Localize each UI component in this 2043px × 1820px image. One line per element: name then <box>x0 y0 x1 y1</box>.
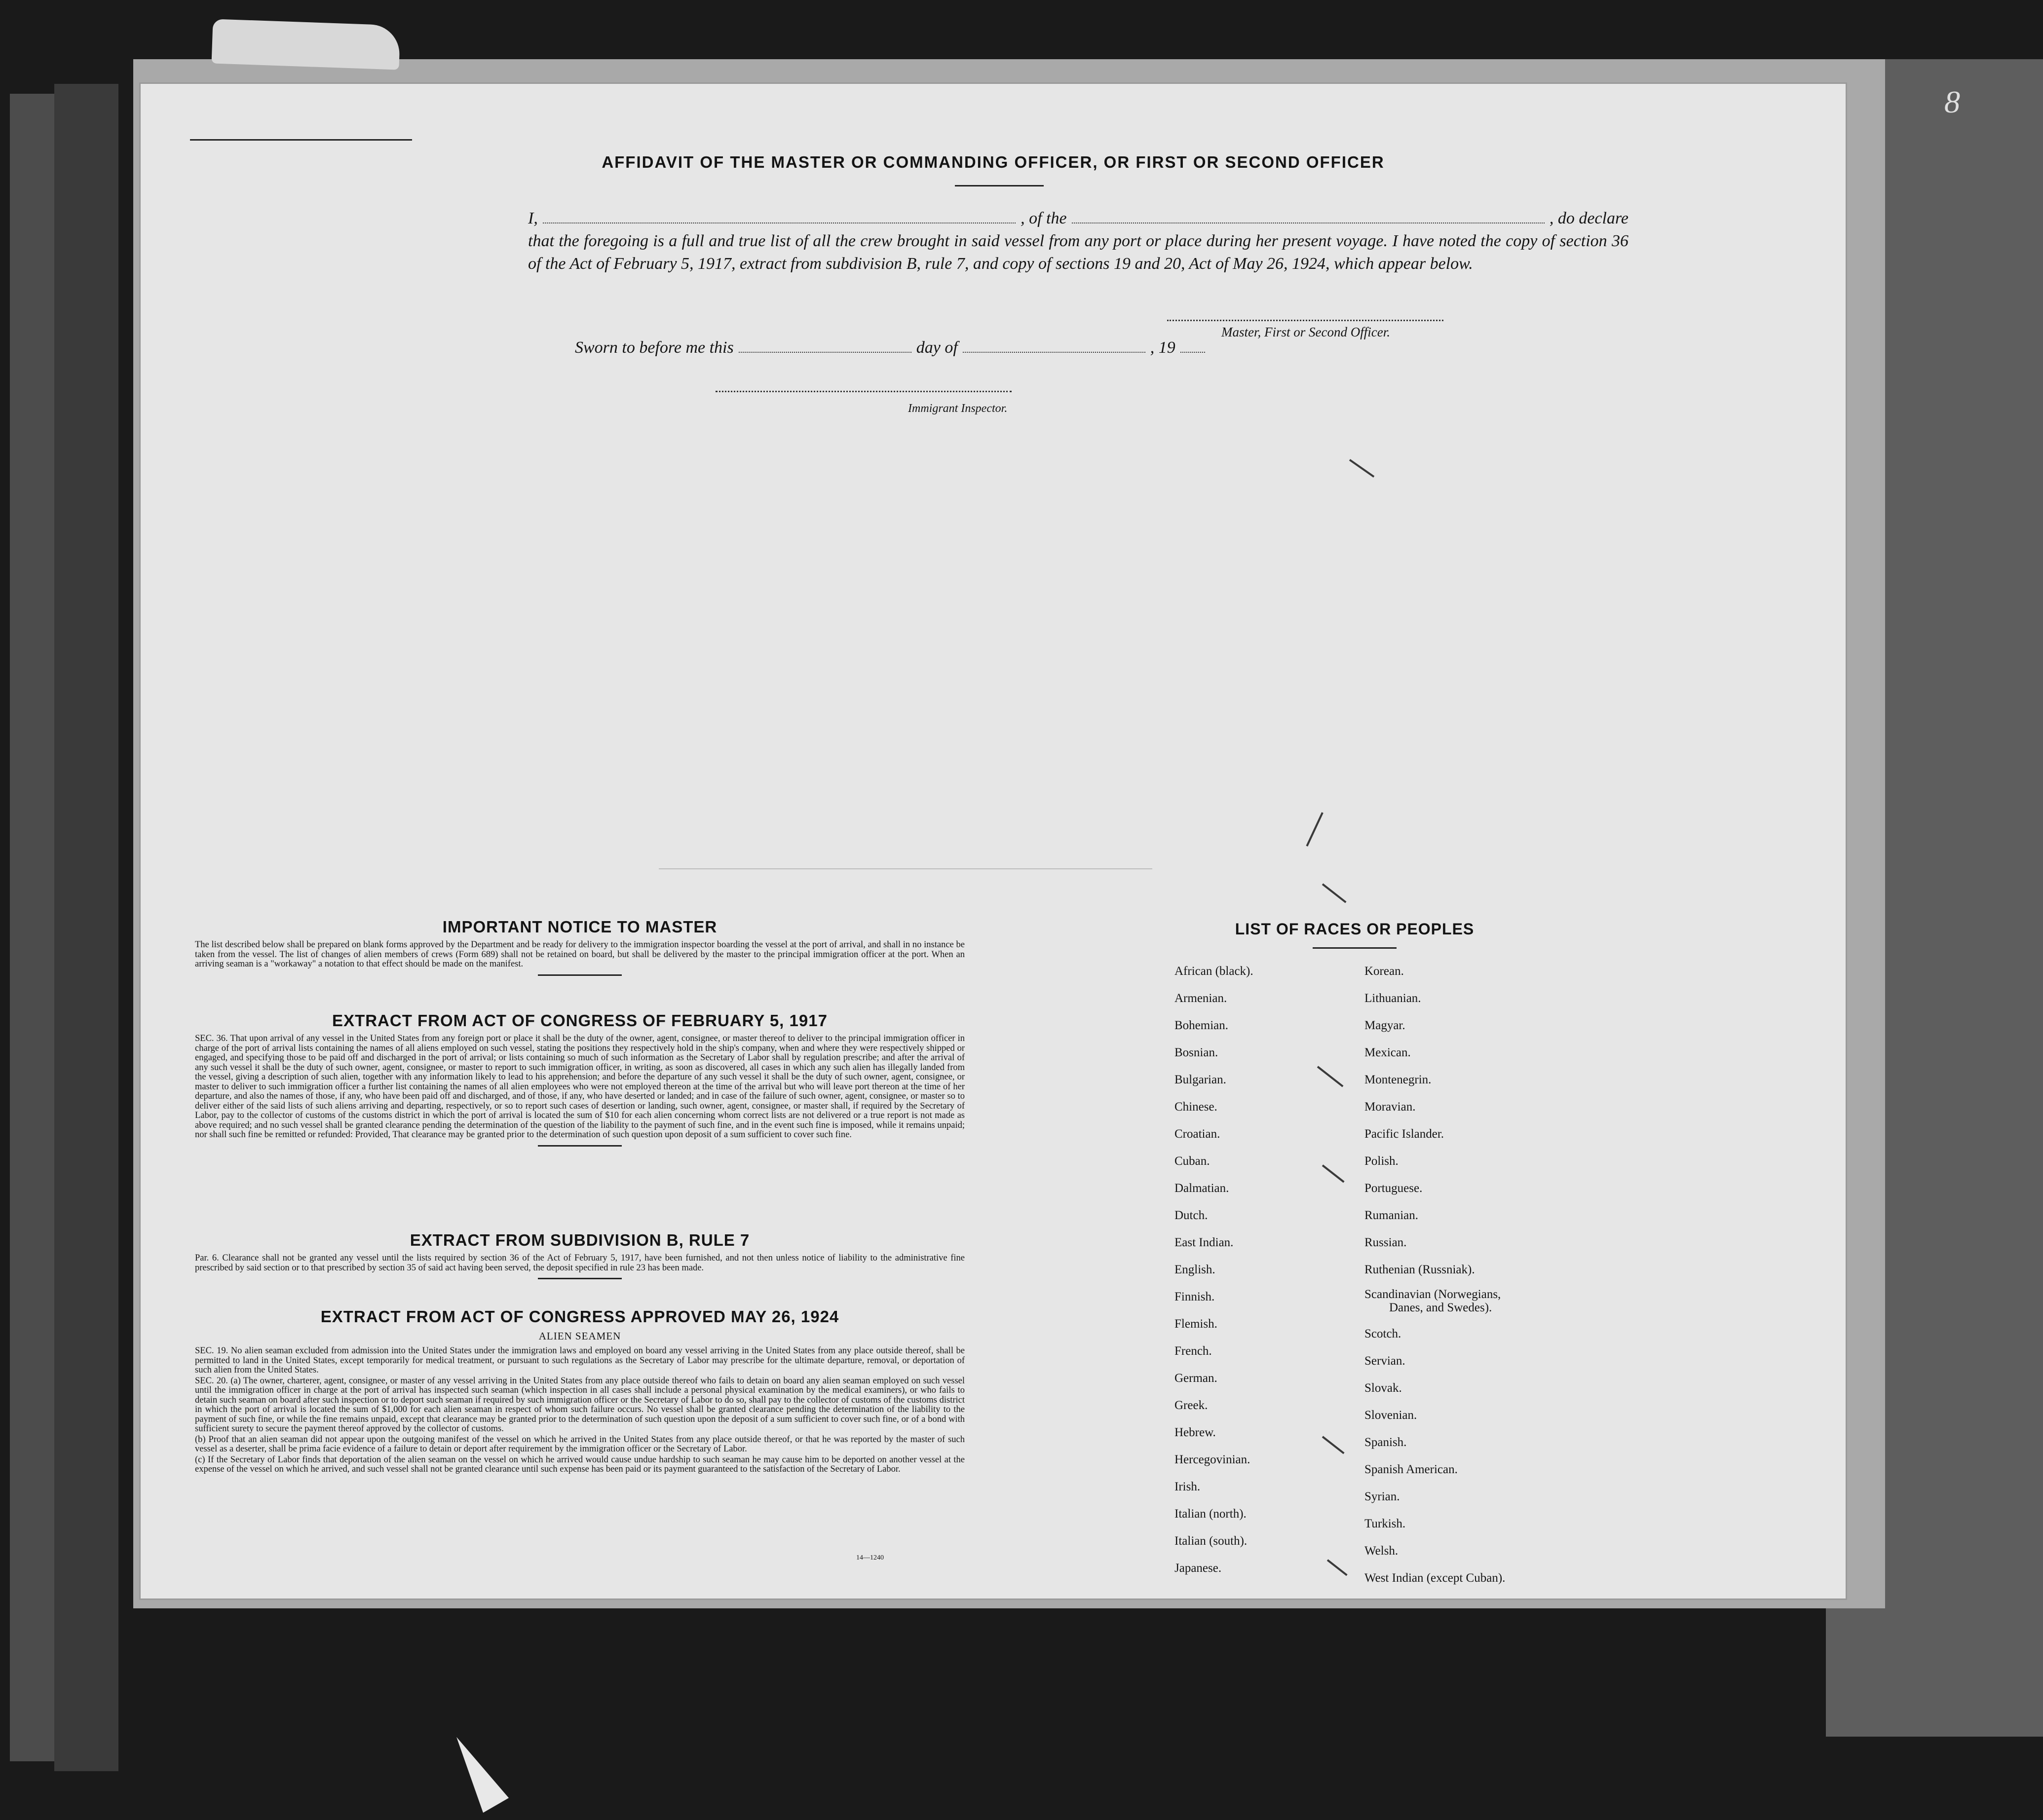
signature-caption: Master, First or Second Officer. <box>1221 325 1390 339</box>
extract-1924-sec19: SEC. 19. No alien seaman excluded from admission into the United States under the immigration laws and employed on board any vessel arriving in the United States from any place outside thereof, shall be permitted to land in the United States, except temporarily for medical treatment, or pursuant to such regulations as the Secretary of Labor may prescribe for the ultimate departure, removal, or deportation of such alien from the United States. <box>195 1346 965 1375</box>
race-right-item: Turkish. <box>1364 1517 1406 1530</box>
extract-1917-title: EXTRACT FROM ACT OF CONGRESS OF FEBRUARY 5, 1917 <box>332 1011 828 1030</box>
year-blank <box>1180 352 1205 353</box>
affidavit-text: that the foregoing is a full and true list of all the crew brought in said vessel from any port or place during her present voyage. I have noted the copy of section 36 of the Act of February 5, 1917, extract from subdivision B, rule 7, and copy of sections 19 and 20, Act of May 26, 1924, which appear below. <box>528 232 1628 273</box>
scan-background-strip <box>54 84 118 1771</box>
race-left-item: German. <box>1174 1372 1217 1385</box>
form-number: 14—1240 <box>856 1554 884 1561</box>
notice-body: The list described below shall be prepared on blank forms approved by the Department and be ready for delivery to the immigration inspector boarding the vessel at the port of arrival, and shall in no instance be taken from the vessel. The list of changes of alien members of crews (Form 689) shall not be retained on board, but shall be delivered by the master to the principal immigration officer at the port. When an arriving seaman is a "workaway" a notation to that effect should be made on the manifest. <box>195 940 965 969</box>
day-of-label: day of <box>916 338 958 357</box>
race-right-item: Rumanian. <box>1364 1209 1419 1222</box>
race-left-item: Dutch. <box>1174 1209 1208 1222</box>
torn-paper-edge <box>212 19 401 70</box>
title-rule <box>955 185 1044 186</box>
race-left-item: Cuban. <box>1174 1154 1210 1168</box>
race-right-item: Slovenian. <box>1364 1409 1417 1422</box>
race-left-item: Irish. <box>1174 1480 1201 1493</box>
sworn-prefix: Sworn to before me this <box>575 338 734 357</box>
race-left-item: East Indian. <box>1174 1236 1234 1249</box>
pencil-mark <box>1327 1559 1348 1576</box>
race-right-item: Lithuanian. <box>1364 992 1421 1005</box>
extract-rule7-section <box>195 1231 965 1279</box>
race-right-item-continued: Danes, and Swedes). <box>1389 1301 1492 1314</box>
race-left-item: Hebrew. <box>1174 1426 1216 1439</box>
race-right-item: Magyar. <box>1364 1019 1405 1032</box>
inspector-signature-line <box>716 391 1012 392</box>
race-right-item: Korean. <box>1364 965 1404 978</box>
race-right-item: Servian. <box>1364 1354 1405 1368</box>
of-the-label: , of the <box>1021 209 1067 227</box>
declarant-prefix: I, <box>528 209 538 227</box>
extract-1917-body: SEC. 36. That upon arrival of any vessel in the United States from any foreign port or place it shall be the duty of the owner, agent, consignee, or master thereof to deliver to the principal immigration officer in charge of the port of arrival lists containing the names of all aliens employed on such vessel, stating the positions they respectively hold in the ship's company, when and where they were respectively shipped or engaged, and specifying those to be paid off and discharged in the port of arrival; or lists containing so much of such information as the Secretary of Labor shall by regulation prescribe; and after the arrival of any such vessel it shall be the duty of such owner, agent, consignee, or master to report to such immigration officer, in writing, as soon as discovered, all cases in which any such alien has illegally landed from the vessel, giving a description of such alien, together with any information likely to lead to his apprehension; and before the departure of any such vessel it shall be the duty of such owner, agent, consignee, or master to deliver to such immigration officer a further list containing the names of all alien employees who were not employed thereon at the time of the arrival but who will leave port thereon at the time of her departure, and also the names of those, if any, who have been paid off and discharged, and of those, if any, who have deserted or landed; and in case of the failure of such owner, agent, consignee, or master so to deliver either of the said lists of such aliens arriving and departing, respectively, or so to report such cases of desertion or landing, such owner, agent, consignee, or master shall, if required by the Secretary of Labor, pay to the collector of customs of the customs district in which the port of arrival is located the sum of $10 for each alien concerning whom correct lists are not delivered or a true report is not made as above required; and no such vessel shall be granted clearance pending the determination of the question of the liability to the payment of such fine, and in the event such fine is imposed, while it remains unpaid; nor shall such fine be remitted or refunded: Provided, That clearance may be granted prior to the determination of such question upon deposit of a sum sufficient to cover such fine. <box>195 1034 965 1140</box>
pencil-mark <box>1322 1164 1345 1183</box>
race-left-item: Bohemian. <box>1174 1019 1229 1032</box>
race-right-item: Welsh. <box>1364 1544 1399 1558</box>
race-right-item: Spanish American. <box>1364 1463 1458 1476</box>
races-rule <box>1313 947 1397 949</box>
pencil-mark <box>1322 1436 1345 1454</box>
month-blank <box>963 352 1145 353</box>
race-left-item: Bulgarian. <box>1174 1073 1226 1086</box>
extract-1917-section <box>195 1011 965 1147</box>
race-left-item: Greek. <box>1174 1399 1208 1412</box>
extract-1924-subtitle: ALIEN SEAMEN <box>538 1330 621 1342</box>
race-left-item: Dalmatian. <box>1174 1182 1229 1195</box>
extract-1924-sec20a: SEC. 20. (a) The owner, charterer, agent, consignee, or master of any vessel arriving in the United States from any place outside thereof who fails to detain on board any alien seaman employed on such vessel until the immigration officer in charge at the port of arrival has inspected such seaman (which inspection in all cases shall include a personal physical examination by the medical examiners), or who fails to detain such seaman on board after such inspection or to deport such seaman if required by such immigration officer or the Secretary of Labor to do so, shall pay to the collector of customs of the customs district in which the port of arrival is located the sum of $1,000 for each alien seaman in respect of whom such failure occurs. No vessel shall be granted clearance pending the determination of the liability to the payment of such fine, or while the fine remains unpaid, except that clearance may be granted prior to the determination of such question upon the deposit of a sum sufficient to cover such fine, or of a bond with sufficient surety to secure the payment thereof approved by the collector of customs. <box>195 1375 965 1434</box>
year-label: , 19 <box>1150 338 1175 357</box>
pencil-mark <box>1306 812 1323 847</box>
document-page <box>141 84 1846 1598</box>
affidavit-title: AFFIDAVIT OF THE MASTER OR COMMANDING OFFICER, OR FIRST OR SECOND OFFICER <box>602 153 1385 171</box>
race-left-item: Bosnian. <box>1174 1046 1218 1059</box>
scan-background-strip <box>10 94 54 1761</box>
race-left-item: Armenian. <box>1174 992 1227 1005</box>
race-left-item: Finnish. <box>1174 1290 1215 1303</box>
race-left-item: Italian (south). <box>1174 1534 1248 1548</box>
race-left-item: Croatian. <box>1174 1127 1220 1141</box>
race-right-item: Montenegrin. <box>1364 1073 1432 1086</box>
race-right-item: Portuguese. <box>1364 1182 1423 1195</box>
race-right-item: West Indian (except Cuban). <box>1364 1571 1506 1585</box>
sworn-line <box>575 338 1241 357</box>
races-title: LIST OF RACES OR PEOPLES <box>1235 920 1475 938</box>
extract-1924-sec20c: (c) If the Secretary of Labor finds that deportation of the alien seaman on the vessel on which he arrived would cause undue hardship to such seaman he may cause him to be deported on another vessel at the expense of the vessel on which he arrived, and such vessel shall not be granted clearance until such expense has been paid or its payment guaranteed to the satisfaction of the Secretary of Labor. <box>195 1454 965 1474</box>
page-number-mark: 8 <box>1944 84 1960 119</box>
extract-1924-sec20b: (b) Proof that an alien seaman did not appear upon the outgoing manifest of the vessel on which he arrived in the United States from any place outside thereof, or that he was reported by the master of such vessel as a deserter, shall be prima facie evidence of a failure to detain or deport after requirement by the immigration officer or the Secretary of Labor. <box>195 1434 965 1454</box>
notice-section <box>195 918 965 976</box>
race-left-item: Hercegovinian. <box>1174 1453 1250 1466</box>
race-right-item: Scandinavian (Norwegians, <box>1364 1288 1501 1301</box>
extract-1924-section <box>195 1307 965 1475</box>
declarant-line <box>528 207 1628 230</box>
section-rule <box>538 974 622 976</box>
race-right-item: Polish. <box>1364 1154 1399 1168</box>
race-right-item: Pacific Islander. <box>1364 1127 1444 1141</box>
race-left-item: French. <box>1174 1344 1212 1358</box>
race-left-item: English. <box>1174 1263 1215 1276</box>
signature-line <box>1167 320 1443 321</box>
paper-scrap <box>444 1730 509 1813</box>
extract-rule7-title: EXTRACT FROM SUBDIVISION B, RULE 7 <box>410 1231 750 1249</box>
inspector-caption: Immigrant Inspector. <box>908 402 1008 415</box>
race-right-item: Russian. <box>1364 1236 1407 1249</box>
race-right-item: Syrian. <box>1364 1490 1400 1503</box>
section-rule <box>538 1278 622 1279</box>
race-right-item: Mexican. <box>1364 1046 1411 1059</box>
race-right-item: Slovak. <box>1364 1381 1402 1395</box>
pencil-mark <box>1349 459 1374 478</box>
race-left-item: Flemish. <box>1174 1317 1217 1331</box>
extract-1924-title: EXTRACT FROM ACT OF CONGRESS APPROVED MAY 26, 1924 <box>320 1307 839 1326</box>
race-left-item: Chinese. <box>1174 1100 1217 1114</box>
day-blank <box>739 352 911 353</box>
race-right-item: Ruthenian (Russniak). <box>1364 1263 1475 1276</box>
race-right-item: Moravian. <box>1364 1100 1416 1114</box>
race-left-item: African (black). <box>1174 965 1253 978</box>
pencil-mark <box>1317 1066 1344 1087</box>
section-rule <box>538 1145 622 1147</box>
race-left-item: Italian (north). <box>1174 1507 1247 1521</box>
pencil-mark <box>1322 883 1347 903</box>
race-right-item: Spanish. <box>1364 1436 1407 1449</box>
declare-label: , do declare <box>1549 209 1629 227</box>
affidavit-body <box>528 207 1628 275</box>
notice-title: IMPORTANT NOTICE TO MASTER <box>442 918 718 936</box>
top-rule <box>190 139 412 141</box>
extract-rule7-body: Par. 6. Clearance shall not be granted any vessel until the lists required by section 36 of the Act of February 5, 1917, have been furnished, and not then unless notice of liability to the administrative fine prescribed by said section or to that prescribed by section 35 of said act having been served, the deposit specified in rule 23 has been made. <box>195 1253 965 1273</box>
race-right-item: Scotch. <box>1364 1327 1401 1340</box>
faint-rule <box>659 868 1152 869</box>
race-left-item: Japanese. <box>1174 1561 1222 1575</box>
